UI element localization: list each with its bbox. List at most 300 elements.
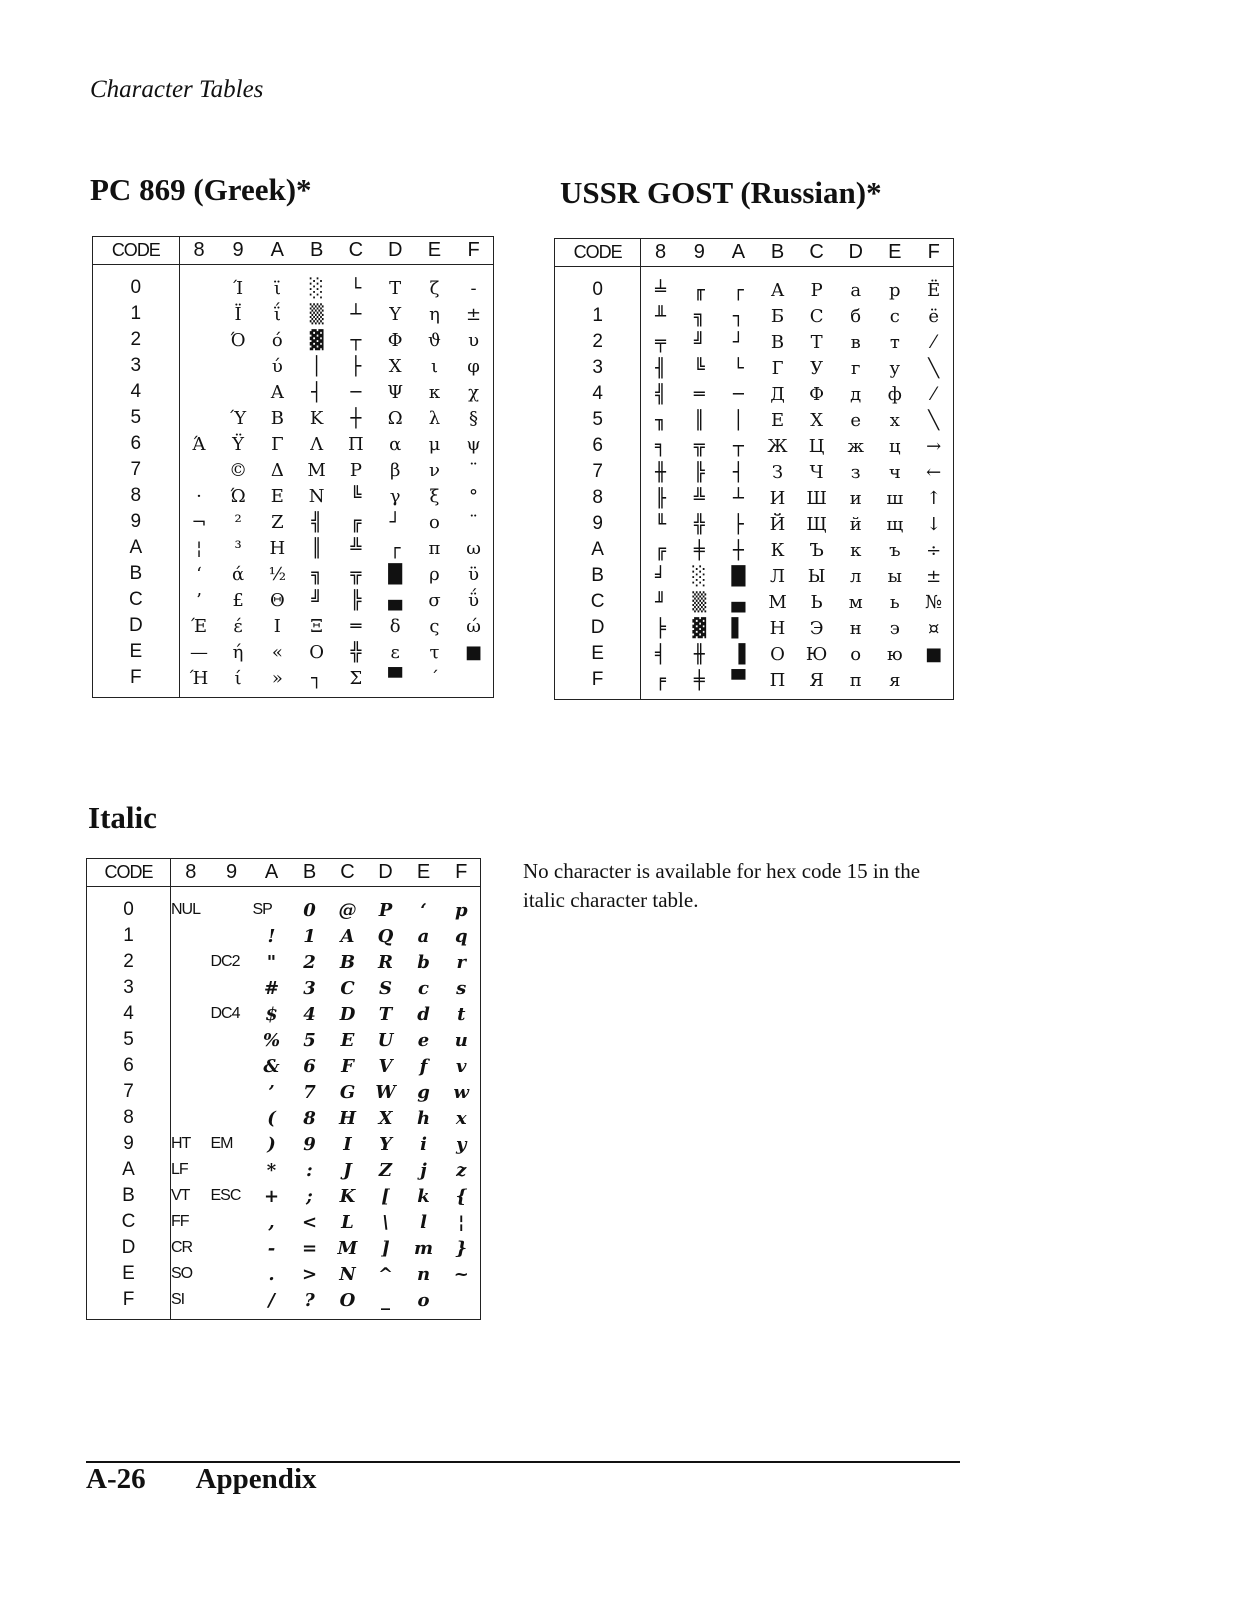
char-cell: - [267, 1237, 276, 1259]
char-cell: Κ [309, 407, 324, 429]
table-row [87, 1079, 481, 1105]
char-cell: Й [769, 513, 786, 535]
char-cell: μ [428, 433, 441, 455]
char-cell: ╣ [311, 511, 323, 533]
table-row [555, 563, 954, 589]
char-cell: ├ [733, 513, 744, 535]
char-cell: EM [210, 1135, 233, 1152]
char-cell: Е [770, 409, 785, 431]
italic-note: No character is available for hex code 15 in the italic character table. [523, 859, 921, 912]
char-cell: ╨ [655, 305, 666, 327]
char-cell: Ё [927, 279, 941, 301]
char-cell: SI [171, 1291, 185, 1308]
char-cell: ┐ [733, 305, 744, 327]
char-cell: и [849, 487, 862, 509]
table-row [87, 1261, 481, 1287]
char-cell: Ό [230, 329, 246, 351]
char-cell: ║ [693, 409, 705, 431]
char-cell: ь [889, 591, 900, 613]
char-cell: Ά [192, 433, 206, 455]
char-cell: ┘ [389, 511, 401, 533]
char-cell: κ [428, 381, 441, 403]
row-code: 0 [87, 897, 171, 923]
char-cell: l [420, 1211, 427, 1233]
char-cell: } [455, 1237, 468, 1259]
char-cell: ¨ [469, 511, 479, 533]
char-cell: ╠ [693, 461, 705, 483]
char-cell: υ [468, 329, 480, 351]
char-cell: ; [306, 1185, 313, 1207]
column-header: D [836, 239, 875, 267]
column-header: D [376, 237, 415, 265]
char-cell: £ [232, 589, 244, 611]
char-cell [211, 1157, 253, 1183]
row-code: D [555, 615, 641, 641]
char-cell: M [337, 1237, 358, 1259]
char-cell: ╬ [350, 641, 362, 663]
table-row [555, 485, 954, 511]
char-cell: А [770, 279, 785, 301]
char-cell: И [769, 487, 786, 509]
char-cell: & [263, 1055, 280, 1077]
char-cell: Χ [388, 355, 402, 377]
char-cell: ’ [268, 1081, 275, 1103]
char-cell: ╚ [350, 485, 362, 507]
char-cell: Q [377, 925, 394, 947]
char-cell: Б [770, 305, 785, 327]
char-cell: i [420, 1133, 427, 1155]
char-cell: ч [888, 461, 901, 483]
char-cell: ░ [309, 277, 324, 299]
char-cell: ╫ [655, 461, 666, 483]
table-row [87, 1027, 481, 1053]
char-cell: Τ [389, 277, 402, 299]
row-code: 8 [555, 485, 641, 511]
table-row [87, 949, 481, 975]
char-cell [179, 327, 218, 353]
table-row [93, 431, 494, 457]
char-cell: ϊ [273, 277, 281, 299]
char-cell: ▒ [692, 591, 707, 613]
char-cell: " [266, 951, 277, 973]
code-column-header: CODE [93, 237, 180, 265]
char-cell: ’ [196, 589, 202, 611]
row-code: F [555, 667, 641, 693]
table-row [87, 975, 481, 1001]
char-cell [211, 923, 253, 949]
char-cell: к [850, 539, 862, 561]
char-cell: ╲ [928, 357, 940, 379]
char-cell: 2 [303, 951, 316, 973]
char-cell: Р [810, 279, 823, 301]
char-cell: Ω [387, 407, 403, 429]
code-column-header: CODE [87, 859, 171, 887]
char-cell: Ί [233, 277, 244, 299]
char-cell: ϋ [468, 563, 480, 585]
table-row [555, 615, 954, 641]
row-code: 2 [87, 949, 171, 975]
char-cell: ύ [271, 355, 283, 377]
char-cell: Я [809, 669, 824, 691]
char-cell: ╬ [693, 513, 705, 535]
row-code: 6 [93, 431, 180, 457]
char-cell: в [850, 331, 861, 353]
char-cell: CR [171, 1239, 193, 1256]
table-row [555, 303, 954, 329]
char-cell: ╙ [655, 513, 666, 535]
char-cell: У [810, 357, 824, 379]
char-cell: b [417, 951, 430, 973]
table-row [93, 327, 494, 353]
char-cell: Л [770, 565, 786, 587]
char-cell [211, 1235, 253, 1261]
char-cell: ▄ [388, 589, 403, 611]
char-cell: В [770, 331, 785, 353]
char-cell: ■ [925, 643, 943, 665]
char-cell: ф [887, 383, 902, 405]
char-cell [443, 1287, 481, 1313]
char-cell: χ [468, 381, 480, 403]
char-cell: D [339, 1003, 356, 1025]
char-cell: Ш [806, 487, 827, 509]
char-cell: y [456, 1133, 467, 1155]
char-cell: H [338, 1107, 356, 1129]
char-cell: ├ [350, 355, 362, 377]
row-code: C [555, 589, 641, 615]
char-cell: ╝ [693, 331, 705, 353]
table-row [93, 379, 494, 405]
char-cell: ╠ [350, 589, 362, 611]
table-row [87, 1105, 481, 1131]
char-cell: т [889, 331, 900, 353]
char-cell: / [268, 1289, 275, 1311]
char-cell: k [417, 1185, 430, 1207]
char-cell: Ο [309, 641, 324, 663]
column-header: A [719, 239, 758, 267]
row-code: 2 [555, 329, 641, 355]
column-header: B [291, 859, 329, 887]
char-cell: έ [233, 615, 243, 637]
char-cell: Ώ [230, 485, 246, 507]
char-cell: ² [234, 511, 242, 533]
table-row [93, 665, 494, 691]
char-cell: A [340, 925, 355, 947]
char-cell: ─ [733, 383, 744, 405]
char-cell: Σ [349, 667, 363, 689]
char-cell: ─ [350, 381, 362, 403]
char-cell: б [850, 305, 862, 327]
char-cell: Ρ [349, 459, 362, 481]
row-code: 4 [93, 379, 180, 405]
char-cell: Α [270, 381, 284, 403]
char-cell: ┤ [311, 381, 323, 403]
char-cell: T [378, 1003, 393, 1025]
char-cell: > [301, 1263, 318, 1285]
char-cell [211, 975, 253, 1001]
char-cell: ¬ [191, 511, 207, 533]
table-row [93, 587, 494, 613]
char-cell: ┬ [350, 329, 362, 351]
char-cell: ╪ [693, 539, 705, 561]
char-cell: ╪ [693, 669, 705, 691]
char-cell: Ή [189, 667, 209, 689]
char-cell: $ [265, 1003, 278, 1025]
column-header: B [758, 239, 797, 267]
row-code: 0 [93, 275, 180, 301]
char-cell: ι [430, 355, 438, 377]
column-header: D [367, 859, 405, 887]
char-cell: q [454, 925, 468, 947]
char-cell: L [341, 1211, 354, 1233]
char-cell: Γ [271, 433, 284, 455]
char-cell: Ξ [310, 615, 323, 637]
table-row [93, 535, 494, 561]
char-cell: G [339, 1081, 356, 1103]
char-cell: ό [271, 329, 283, 351]
char-cell: ╤ [655, 331, 666, 353]
char-cell: Ϋ [232, 433, 244, 455]
footer-section: Appendix [195, 1463, 317, 1495]
char-cell: ж [847, 435, 864, 457]
column-header: 9 [211, 859, 253, 887]
column-header: C [329, 859, 367, 887]
char-cell: ά [231, 563, 245, 585]
char-cell: ┴ [350, 303, 362, 325]
char-cell: O [339, 1289, 356, 1311]
char-cell: Ь [810, 591, 823, 613]
row-code: 6 [87, 1053, 171, 1079]
char-cell: 7 [303, 1081, 316, 1103]
table-row [93, 405, 494, 431]
page-footer [86, 1463, 317, 1496]
char-cell: ┤ [733, 461, 744, 483]
table-row [555, 381, 954, 407]
char-cell [211, 1261, 253, 1287]
char-cell: τ [429, 641, 440, 663]
row-code: 9 [555, 511, 641, 537]
char-cell [179, 405, 218, 431]
table-row [555, 459, 954, 485]
char-cell: ¦ [457, 1211, 465, 1233]
row-code: F [87, 1287, 171, 1313]
table-row [555, 407, 954, 433]
char-cell: ) [267, 1133, 276, 1155]
char-cell: ϑ [428, 329, 441, 351]
row-code: 0 [555, 277, 641, 303]
row-code: 7 [555, 459, 641, 485]
row-code: 1 [93, 301, 180, 327]
char-cell: а [850, 279, 862, 301]
char-cell: о [850, 643, 862, 665]
char-cell: ы [887, 565, 902, 587]
char-cell: Δ [270, 459, 284, 481]
char-cell [179, 353, 218, 379]
char-cell: 0 [303, 899, 316, 921]
char-cell: ^ [377, 1263, 394, 1285]
char-cell: p [454, 899, 468, 921]
char-cell: ┼ [733, 539, 744, 561]
char-cell: ▒ [309, 303, 324, 325]
char-cell: ? [304, 1289, 315, 1311]
char-cell [171, 1079, 211, 1105]
char-cell: ╚ [693, 357, 705, 379]
char-cell: { [455, 1185, 468, 1207]
char-cell: Ι [273, 615, 281, 637]
row-code: 7 [87, 1079, 171, 1105]
char-cell: . [268, 1263, 275, 1285]
char-cell: Λ [310, 433, 324, 455]
char-cell: - [470, 277, 477, 299]
char-cell: ° [469, 485, 479, 507]
row-code: A [93, 535, 180, 561]
russian-character-table [554, 238, 954, 700]
russian-table-title: USSR GOST (Russian)* [560, 175, 882, 210]
char-cell: █ [731, 565, 746, 587]
char-cell: ┐ [311, 667, 323, 689]
char-cell: < [301, 1211, 318, 1233]
char-cell: s [456, 977, 467, 999]
char-cell: γ [389, 485, 401, 507]
char-cell: ╟ [655, 487, 666, 509]
char-cell [171, 1053, 211, 1079]
table-row [87, 1209, 481, 1235]
char-cell [171, 949, 211, 975]
char-cell: ▓ [309, 329, 324, 351]
column-header: E [875, 239, 914, 267]
char-cell: J [343, 1159, 352, 1181]
char-cell: d [417, 1003, 430, 1025]
char-cell: ╢ [655, 357, 666, 379]
column-header: C [336, 237, 375, 265]
char-cell: DC4 [210, 1005, 240, 1022]
char-cell: ц [889, 435, 901, 457]
table-row [93, 301, 494, 327]
char-cell: ═ [350, 615, 362, 637]
table-row [93, 613, 494, 639]
row-code: 4 [87, 1001, 171, 1027]
char-cell [179, 457, 218, 483]
row-code: E [555, 641, 641, 667]
table-row [93, 639, 494, 665]
row-code: 5 [93, 405, 180, 431]
char-cell: = [301, 1237, 318, 1259]
char-cell: φ [467, 355, 480, 377]
row-code: F [93, 665, 180, 691]
char-cell: 9 [303, 1133, 316, 1155]
char-cell [171, 1105, 211, 1131]
row-code: B [87, 1183, 171, 1209]
char-cell: [ [381, 1185, 390, 1207]
char-cell: » [271, 667, 283, 689]
char-cell: \ [382, 1211, 389, 1233]
row-code: 4 [555, 381, 641, 407]
char-cell: щ [886, 513, 904, 535]
char-cell: ю [886, 643, 903, 665]
char-cell: ░ [692, 565, 707, 587]
char-cell: Г [771, 357, 784, 379]
column-header: B [297, 237, 336, 265]
char-cell: ! [267, 925, 276, 947]
char-cell: SO [171, 1265, 193, 1282]
char-cell: → [926, 435, 942, 457]
char-cell: HT [171, 1135, 191, 1152]
char-cell: # [263, 977, 280, 999]
table-row [87, 1235, 481, 1261]
char-cell: н [849, 617, 862, 639]
char-cell: u [454, 1029, 468, 1051]
char-cell: ═ [693, 383, 705, 405]
char-cell: ▓ [692, 617, 707, 639]
char-cell: R [378, 951, 393, 973]
char-cell: ┴ [733, 487, 744, 509]
char-cell: ┌ [733, 279, 744, 301]
char-cell [211, 1209, 253, 1235]
char-cell: S [379, 977, 392, 999]
char-cell: л [850, 565, 862, 587]
char-cell: ш [886, 487, 904, 509]
greek-character-table [92, 236, 494, 698]
column-header: 9 [218, 237, 257, 265]
char-cell: η [429, 303, 440, 325]
char-cell: ΄ [429, 667, 439, 689]
char-cell: Д [770, 383, 785, 405]
char-cell: Φ [387, 329, 403, 351]
char-cell [211, 1105, 253, 1131]
char-cell: Π [348, 433, 364, 455]
char-cell: Н [769, 617, 786, 639]
char-cell: Т [810, 331, 823, 353]
char-cell: С [809, 305, 824, 327]
char-cell: C [340, 977, 355, 999]
table-row [555, 329, 954, 355]
char-cell: Έ [190, 615, 208, 637]
char-cell: a [417, 925, 430, 947]
column-header: 8 [179, 237, 218, 265]
row-code: 7 [93, 457, 180, 483]
char-cell: ή [232, 641, 244, 663]
char-cell: g [417, 1081, 430, 1103]
char-cell: ← [926, 461, 942, 483]
char-cell: w [453, 1081, 469, 1103]
char-cell: Ф [809, 383, 825, 405]
char-cell: α [389, 433, 402, 455]
row-code: A [87, 1157, 171, 1183]
char-cell [179, 301, 218, 327]
char-cell: й [849, 513, 862, 535]
char-cell: ▐ [731, 643, 746, 665]
char-cell: c [418, 977, 429, 999]
char-cell: ± [926, 565, 942, 587]
char-cell: ζ [429, 277, 440, 299]
char-cell: , [268, 1211, 275, 1233]
column-header: 9 [680, 239, 719, 267]
char-cell: 3 [303, 977, 316, 999]
char-cell: ~ [453, 1263, 469, 1285]
italic-character-table [86, 858, 481, 1320]
char-cell: _ [381, 1289, 390, 1311]
table-row [87, 1053, 481, 1079]
char-cell: Ε [270, 485, 284, 507]
char-cell: λ [428, 407, 441, 429]
row-code: 5 [87, 1027, 171, 1053]
table-header-row [87, 859, 481, 887]
char-cell: ╔ [350, 511, 362, 533]
char-cell: Ζ [271, 511, 284, 533]
char-cell: К [770, 539, 785, 561]
char-cell: I [343, 1133, 352, 1155]
char-cell: ί [234, 667, 242, 689]
char-cell: п [849, 669, 862, 691]
